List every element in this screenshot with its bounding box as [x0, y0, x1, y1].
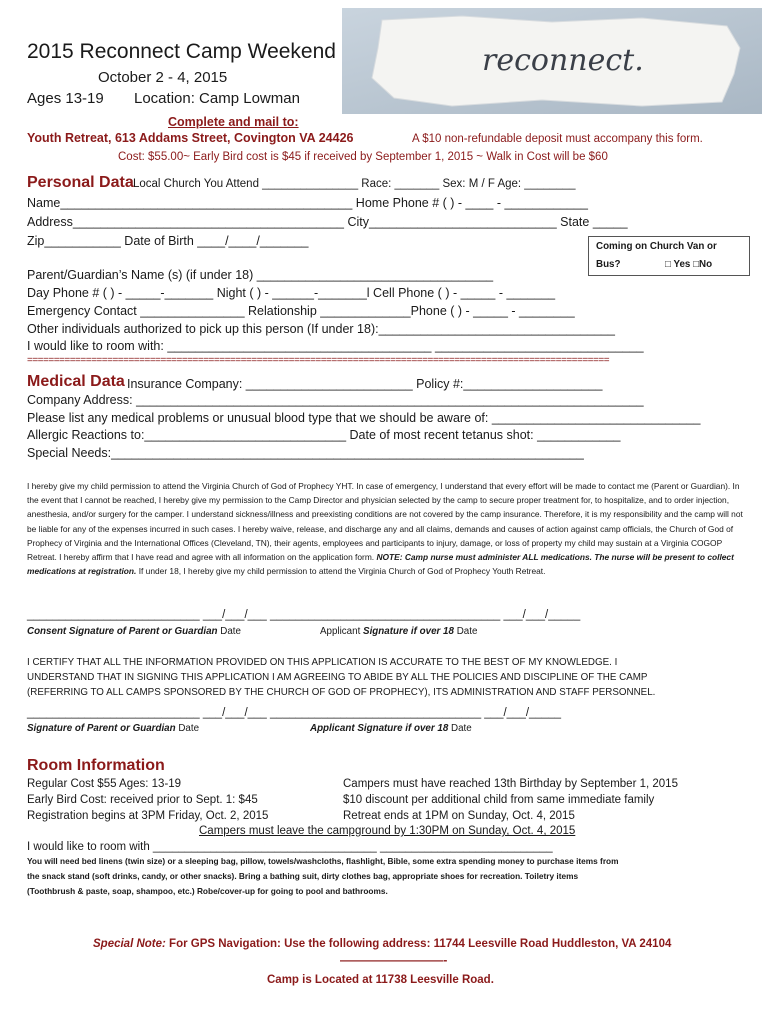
consent-applicant-label — [320, 626, 477, 637]
personal-line-emergency[interactable]: Emergency Contact _______________ Relationship _____________Phone ( ) - _____ - ________ — [27, 304, 575, 318]
room-registration: Registration begins at 3PM Friday, Oct. 2, 2015 — [27, 810, 269, 822]
bring-line-2: the snack stand (soft drinks, candy, or other snacks). Bring a bathing suit, dirty clothes bag, appropriate shoes for recreation. Toiletry items — [27, 871, 579, 881]
special-note-label: Special Note: — [93, 938, 166, 950]
nurse-note: NOTE: Camp nurse must administer ALL medications. The nurse will be present to collect medications at registration. — [27, 552, 734, 577]
medical-line-allergies[interactable]: Allergic Reactions to:_____________________________ Date of most recent tetanus shot: ____________ — [27, 428, 621, 442]
certify-line-1: I CERTIFY THAT ALL THE INFORMATION PROVIDED ON THIS APPLICATION IS ACCURATE TO THE BEST OF MY KNOWLEDGE. I — [27, 657, 618, 668]
van-question: Coming on Church Van or — [596, 241, 717, 252]
consent-paragraph — [27, 479, 749, 578]
consent-applicant-prefix: Applicant — [320, 626, 364, 637]
cost-line: Cost: $55.00~ Early Bird cost is $45 if received by September 1, 2015 ~ Walk in Cost will be $60 — [118, 151, 608, 163]
personal-line-address[interactable]: Address_______________________________________ City___________________________ State _____ — [27, 215, 628, 229]
church-van-box — [588, 236, 750, 276]
mail-label: Complete and mail to: — [168, 115, 299, 129]
camp-location-note: Camp is Located at 11738 Leesville Road. — [267, 974, 494, 986]
consent-text: I hereby give my child permission to attend the Virginia Church of God of Prophecy YHT. In case of emergency, I understand that every effort will be made to contact me (Parent or Guardian). In the event that I cannot be reached, I hereby give my permission to the Camp Director and physician selected by the camp to secure proper treatment for, to hospitalize, and to order injection, anesthesia, and/or surgery for the camper. I understand sickness/illness and preexisting conditions are not covered by the camp insurance. Therefore, it is my responsibility and the camp will not be liable for any of the expenses incurred in such cases. I hereby waive, release, and discharge any and all claims, demands and causes of action against camp officials, the Church of God of Prophecy of Virginia and the International Offices (Cleveland, TN), their agents, employees and participants to injury, damage, or loss of property my child may sustain at a Virginia COGOP Retreat. I hereby affirm that I have read and agree with all information on the application form. — [27, 481, 743, 563]
personal-line-zip[interactable]: Zip___________ Date of Birth ____/____/_______ — [27, 234, 309, 248]
torn-paper-image — [342, 8, 762, 114]
personal-data-heading: Personal Data — [27, 174, 134, 191]
certify-parent-date-label: Date — [178, 723, 200, 734]
section-separator: ============================================================================================================= — [27, 355, 610, 366]
medical-line-special-needs[interactable]: Special Needs:____________________________________________________________________ — [27, 446, 584, 460]
medical-data-heading: Medical Data — [27, 373, 125, 390]
certify-line-2: UNDERSTAND THAT IN SIGNING THIS APPLICATION I AM AGREEING TO ABIDE BY ALL THE POLICIES AND DISCIPLINE OF THE CAMP — [27, 672, 648, 683]
gps-note — [93, 938, 671, 950]
medical-line-problems[interactable]: Please list any medical problems or unusual blood type that we should be aware of: ______________________________ — [27, 411, 701, 425]
consent-parent-signature-label: Consent Signature of Parent or Guardian — [27, 626, 218, 637]
medical-line-company-address[interactable]: Company Address: _________________________________________________________________________ — [27, 393, 644, 407]
room-birthday-rule: Campers must have reached 13th Birthday by September 1, 2015 — [343, 778, 678, 790]
consent-applicant-signature-label: Signature if over 18 — [363, 626, 454, 637]
certify-parent-label — [27, 723, 199, 734]
room-leave-time: Campers must leave the campground by 1:30PM on Sunday, Oct. 4, 2015 — [199, 825, 576, 837]
certify-applicant-date-label: Date — [451, 723, 472, 734]
reconnect-logo — [342, 8, 762, 114]
room-roommate-line[interactable]: I would like to room with ___________________________________ ___________________________ — [27, 841, 553, 853]
certify-signature-line[interactable]: ___________________________ ___/___/___ _________________________________ ___/___/_____ — [27, 707, 562, 719]
room-discount: $10 discount per additional child from same immediate family — [343, 794, 655, 806]
van-options[interactable]: □ Yes □No — [665, 259, 713, 270]
personal-line-name[interactable]: Name__________________________________________ Home Phone # ( ) - ____ - ____________ — [27, 196, 588, 210]
personal-line-roommate[interactable]: I would like to room with: ______________________________________ ______________________________ — [27, 339, 644, 353]
consent-signature-line[interactable]: ___________________________ ___/___/___ ____________________________________ ___/___/_____ — [27, 609, 581, 621]
certify-applicant-signature-label: Applicant Signature if over 18 — [310, 723, 449, 734]
personal-line-guardian[interactable]: Parent/Guardian’s Name (s) (if under 18) __________________________________ — [27, 268, 494, 282]
medical-line-insurance[interactable]: Insurance Company: ________________________ Policy #:____________________ — [127, 377, 603, 391]
bring-line-1: You will need bed linens (twin size) or a sleeping bag, pillow, towels/washcloths, flashlight, Bible, some extra spending money to purchase items from — [27, 856, 619, 866]
camp-dates: October 2 - 4, 2015 — [98, 69, 228, 86]
consent-parent-label — [27, 626, 241, 637]
footer-dashes: —————————- — [340, 955, 448, 967]
camp-location: Location: Camp Lowman — [134, 90, 300, 107]
gps-address: For GPS Navigation: Use the following address: 11744 Leesville Road Huddleston, VA 24104 — [165, 938, 672, 950]
certify-line-3: (REFERRING TO ALL CAMPS SPONSORED BY THE CHURCH OF GOD OF PROPHECY), ITS ADMINISTRATION AND STAFF PERSONNEL. — [27, 687, 656, 698]
logo-text: reconnect. — [482, 43, 644, 78]
bring-line-3: (Toothbrush & paste, soap, shampoo, etc.) Robe/cover-up for going to pool and bathrooms. — [27, 886, 388, 896]
nurse-note-tail: If under 18, I hereby give my child permission to attend the Virginia Church of God of Prophecy Youth Retreat. — [136, 566, 546, 577]
room-regular-cost: Regular Cost $55 Ages: 13-19 — [27, 778, 182, 790]
personal-line-church[interactable]: Local Church You Attend _______________ Race: _______ Sex: M / F Age: ________ — [133, 178, 576, 190]
room-early-bird: Early Bird Cost: received prior to Sept. 1: $45 — [27, 794, 258, 806]
mail-address: Youth Retreat, 613 Addams Street, Covington VA 24426 — [27, 131, 354, 145]
certify-applicant-label — [310, 723, 472, 734]
certify-parent-signature-label: Signature of Parent or Guardian — [27, 723, 176, 734]
consent-parent-date-label: Date — [220, 626, 241, 637]
deposit-note: A $10 non-refundable deposit must accompany this form. — [412, 133, 703, 145]
personal-line-pickup[interactable]: Other individuals authorized to pick up this person (If under 18):__________________________________ — [27, 322, 615, 336]
personal-line-phones[interactable]: Day Phone # ( ) - _____-_______ Night ( ) - ______-_______l Cell Phone ( ) - _____ - _______ — [27, 286, 556, 300]
room-info-heading: Room Information — [27, 757, 165, 774]
van-bus-label: Bus? — [596, 259, 621, 270]
page-title: 2015 Reconnect Camp Weekend — [27, 40, 336, 63]
consent-applicant-date-label: Date — [456, 626, 478, 637]
camp-ages: Ages 13-19 — [27, 90, 104, 107]
room-retreat-ends: Retreat ends at 1PM on Sunday, Oct. 4, 2015 — [343, 810, 575, 822]
